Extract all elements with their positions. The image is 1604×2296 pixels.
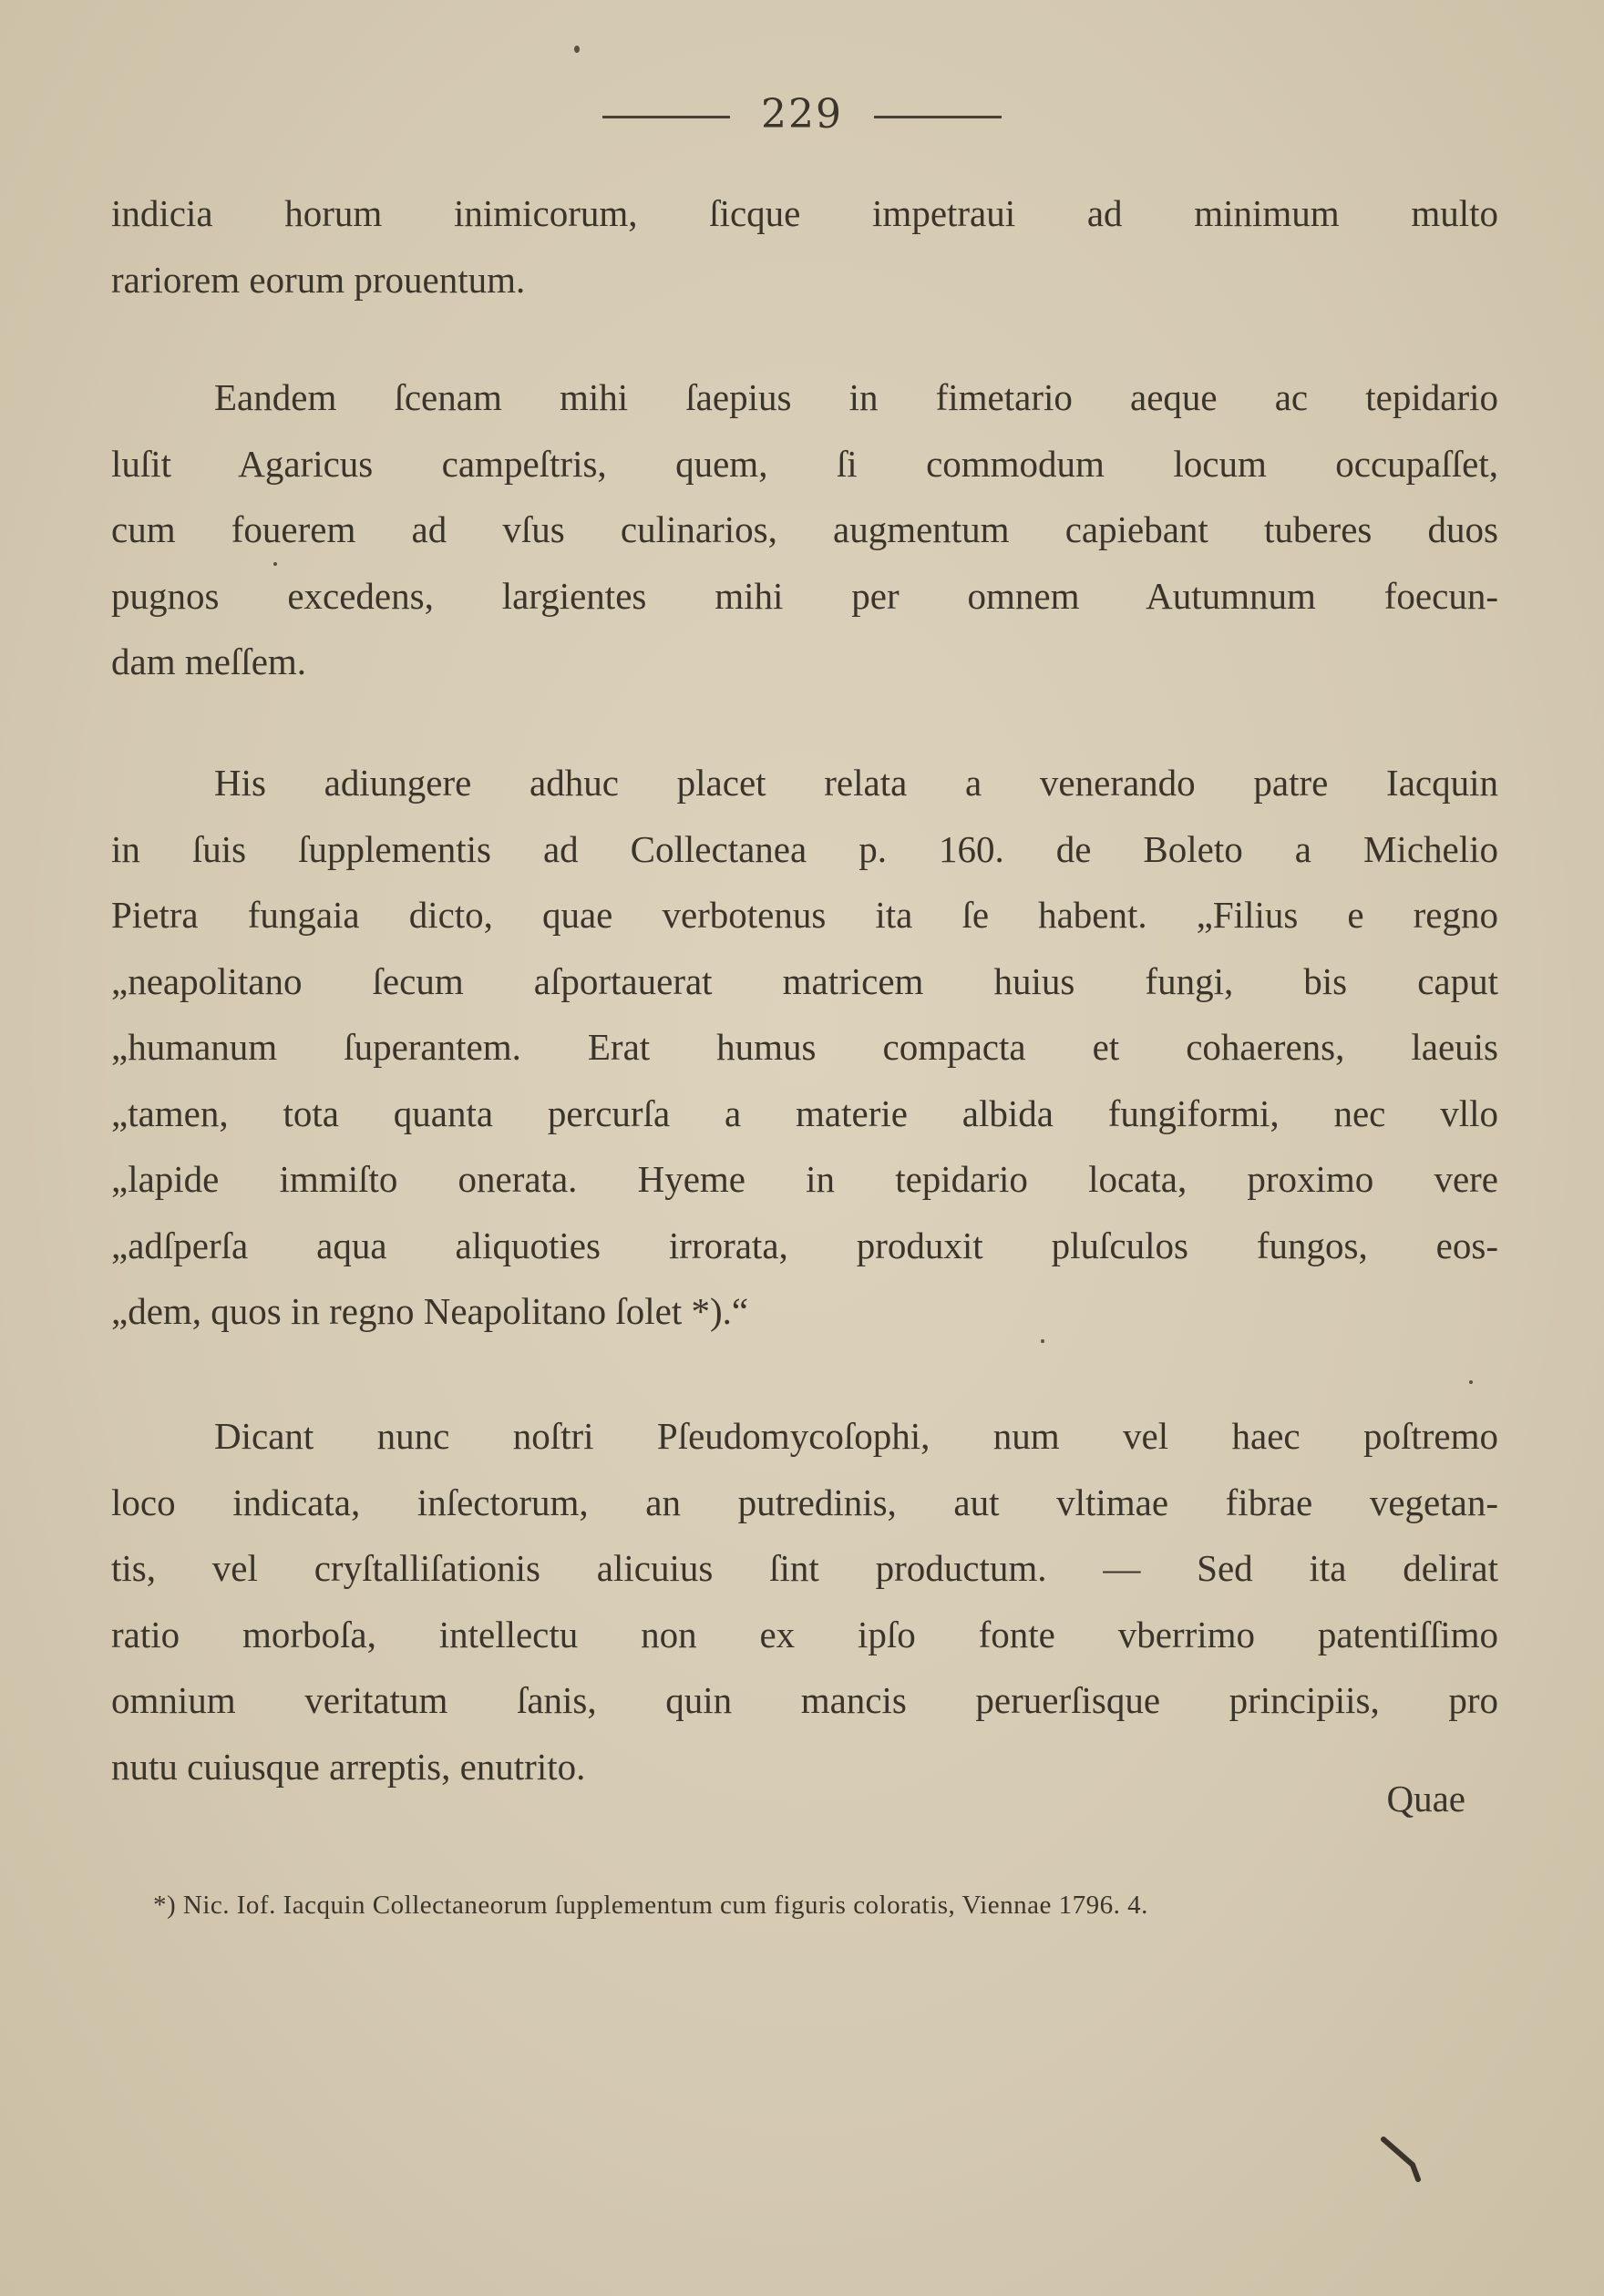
text-line: tis, vel cryſtalliſationis alicuius ſint productum. — Sed ita delirat [111, 1547, 1498, 1589]
text-line: „lapide immiſto onerata. Hyeme in tepidario locata, proximo vere [111, 1158, 1498, 1200]
text-line: loco indicata, inſectorum, an putredinis, aut vltimae fibrae vegetan- [111, 1481, 1498, 1523]
text-line: rariorem eorum prouentum. [111, 258, 526, 301]
paper-speck [1469, 1380, 1473, 1384]
text-line: „dem, quos in regno Neapolitano ſolet *).“ [111, 1290, 749, 1332]
text-line: „tamen, tota quanta percurſa a materie albida fungiformi, nec vllo [111, 1092, 1498, 1134]
catchword: Quae [1386, 1778, 1465, 1819]
text-line: „adſperſa aqua aliquoties irrorata, produxit pluſculos fungos, eos- [111, 1224, 1498, 1266]
text-line: dam meſſem. [111, 641, 307, 682]
text-line: „neapolitano ſecum aſportauerat matricem huius fungi, bis caput [111, 959, 1498, 1002]
text-line: ratio morboſa, intellectu non ex ipſo fonte vberrimo patentiſſimo [111, 1613, 1498, 1655]
text-line: Eandem ſcenam mihi ſaepius in fimetario aeque ac tepidario [214, 376, 1498, 418]
paper-speck [273, 562, 277, 566]
header-rule-right [874, 116, 1002, 118]
paper-speck [1041, 1339, 1044, 1343]
page-header [0, 91, 1604, 138]
paragraph-2 [111, 364, 1498, 695]
text-line: „humanum ſuperantem. Erat humus compacta et cohaerens, laeuis [111, 1026, 1498, 1068]
paragraph-1 [111, 180, 1498, 313]
paragraph-3 [111, 750, 1498, 1345]
footnote: *) Nic. Iof. Iacquin Collectaneorum ſupplementum cum figuris coloratis, Viennae 1796. 4. [153, 1891, 1148, 1920]
text-line: nutu cuiusque arreptis, enutrito. [111, 1745, 586, 1788]
text-line: Pietra fungaia dicto, quae verbotenus ita ſe habent. „Filius e regno [111, 894, 1498, 936]
ink-mark-icon [1376, 2132, 1431, 2187]
text-line: Dicant nunc noſtri Pſeudomycoſophi, num vel haec poſtremo [214, 1415, 1498, 1457]
text-line: omnium veritatum ſanis, quin mancis peruerſisque principiis, pro [111, 1679, 1498, 1721]
paper-speck [574, 46, 580, 53]
text-line: His adiungere adhuc placet relata a venerando patre Iacquin [214, 762, 1498, 804]
page-number: 229 [761, 91, 843, 138]
text-line: luſit Agaricus campeſtris, quem, ſi commodum locum occupaſſet, [111, 442, 1498, 485]
text-line: cum fouerem ad vſus culinarios, augmentum capiebant tuberes duos [111, 508, 1498, 550]
header-rule-left [602, 116, 730, 118]
text-line: in ſuis ſupplementis ad Collectanea p. 160. de Boleto a Michelio [111, 827, 1498, 870]
text-line: indicia horum inimicorum, ſicque impetraui ad minimum multo [111, 192, 1498, 234]
text-line: pugnos excedens, largientes mihi per omnem Autumnum foecun- [111, 574, 1498, 617]
paragraph-4 [111, 1403, 1498, 1799]
